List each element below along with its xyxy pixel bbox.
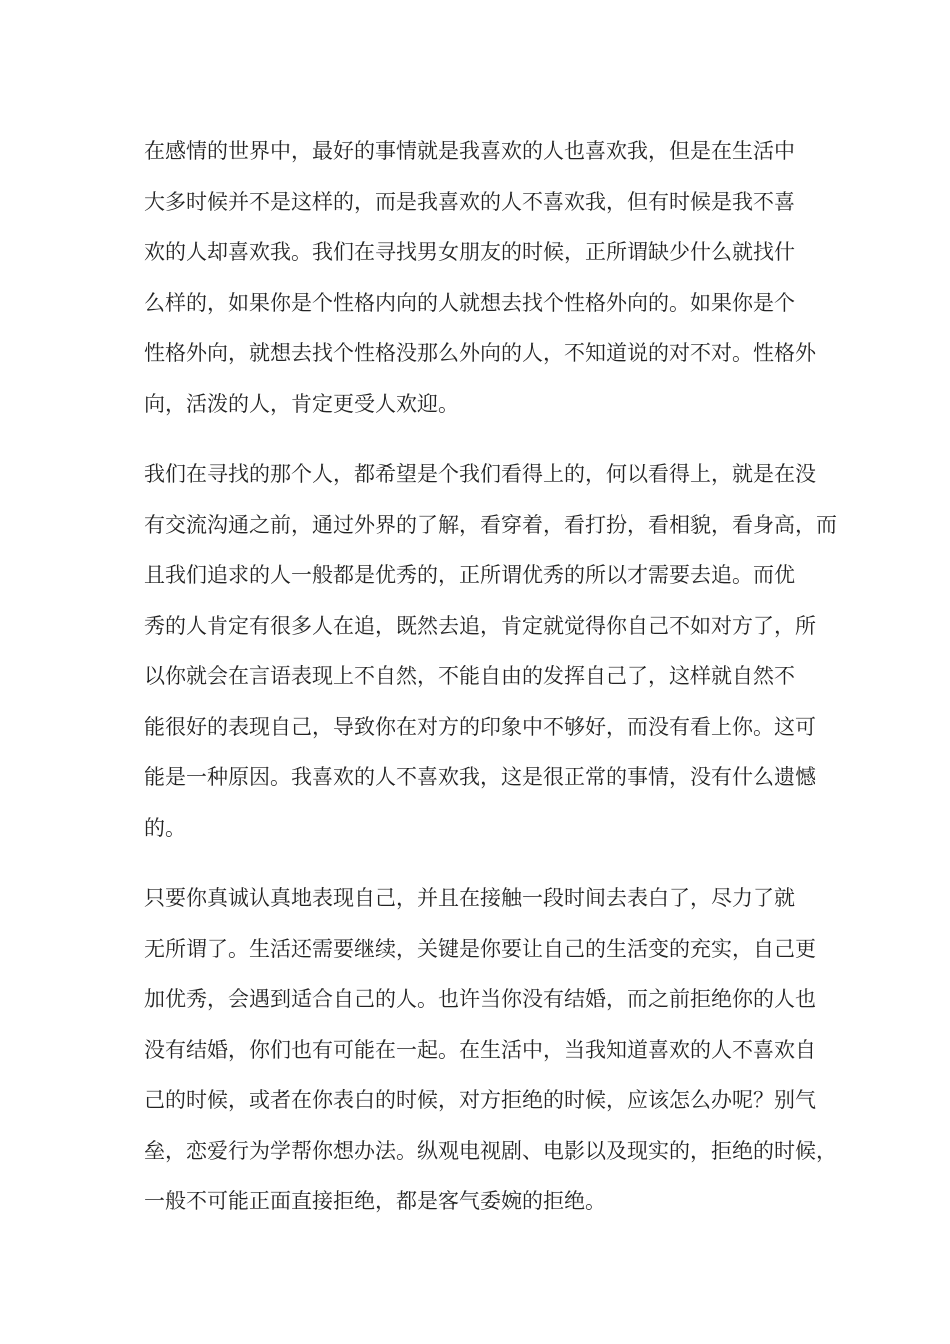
text-line: 能是一种原因。我喜欢的人不喜欢我，这是很正常的事情，没有什么遗憾 bbox=[144, 765, 816, 789]
text-line: 能很好的表现自己，导致你在对方的印象中不够好，而没有看上你。这可 bbox=[144, 714, 816, 739]
text-line: 么样的，如果你是个性格内向的人就想去找个性格外向的。如果你是个 bbox=[144, 290, 795, 315]
text-line: 有交流沟通之前，通过外界的了解，看穿着，看打扮，看相貌，看身高，而 bbox=[144, 512, 837, 537]
text-line: 以你就会在言语表现上不自然，不能自由的发挥自己了，这样就自然不 bbox=[144, 664, 795, 688]
text-line: 无所谓了。生活还需要继续，关键是你要让自己的生活变的充实，自己更 bbox=[144, 936, 816, 961]
paragraph-2 bbox=[144, 449, 837, 853]
paragraph-3 bbox=[144, 873, 837, 1227]
text-line: 垒，恋爱行为学帮你想办法。纵观电视剧、电影以及现实的，拒绝的时候， bbox=[144, 1138, 837, 1163]
text-line: 加优秀，会遇到适合自己的人。也许当你没有结婚，而之前拒绝你的人也 bbox=[144, 987, 816, 1011]
text-line: 一般不可能正面直接拒绝，都是客气委婉的拒绝。 bbox=[144, 1189, 606, 1213]
text-line: 欢的人却喜欢我。我们在寻找男女朋友的时候，正所谓缺少什么就找什 bbox=[144, 240, 795, 264]
paragraph-1 bbox=[144, 126, 816, 429]
text-line: 的。 bbox=[144, 815, 186, 840]
text-line: 只要你真诚认真地表现自己，并且在接触一段时间去表白了，尽力了就 bbox=[144, 886, 795, 910]
article-body bbox=[144, 126, 837, 1227]
text-line: 秀的人肯定有很多人在追，既然去追，肯定就觉得你自己不如对方了，所 bbox=[144, 613, 816, 638]
text-line: 大多时候并不是这样的，而是我喜欢的人不喜欢我，但有时候是我不喜 bbox=[144, 189, 795, 214]
text-line: 没有结婚，你们也有可能在一起。在生活中，当我知道喜欢的人不喜欢自 bbox=[144, 1037, 816, 1062]
text-line: 己的时候，或者在你表白的时候，对方拒绝的时候，应该怎么办呢？别气 bbox=[144, 1088, 816, 1112]
text-line: 向，活泼的人，肯定更受人欢迎。 bbox=[144, 391, 459, 416]
text-line: 且我们追求的人一般都是优秀的，正所谓优秀的所以才需要去追。而优 bbox=[144, 563, 795, 587]
text-line: 在感情的世界中，最好的事情就是我喜欢的人也喜欢我，但是在生活中 bbox=[144, 139, 795, 163]
text-line: 我们在寻找的那个人，都希望是个我们看得上的，何以看得上，就是在没 bbox=[144, 462, 816, 486]
text-line: 性格外向，就想去找个性格没那么外向的人，不知道说的对不对。性格外 bbox=[144, 341, 816, 365]
